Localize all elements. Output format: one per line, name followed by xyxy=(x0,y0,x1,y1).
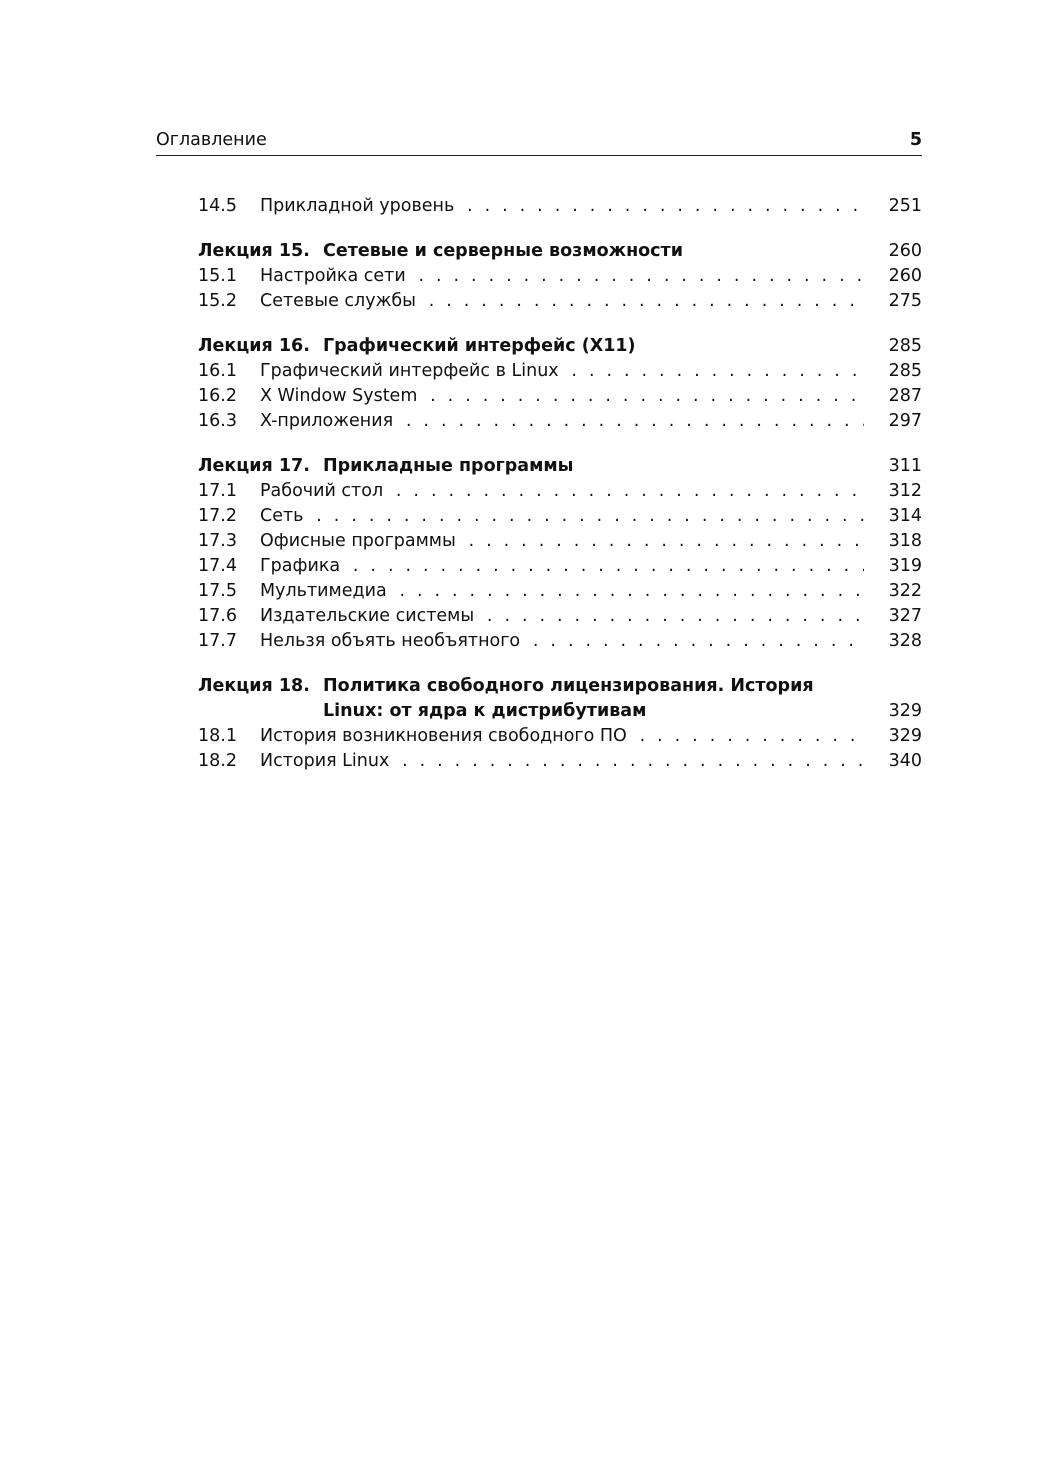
dot-leader xyxy=(260,289,864,314)
section-page: 312 xyxy=(888,481,922,501)
section-title: Сетевые службы xyxy=(260,291,420,311)
section-number: 17.2 xyxy=(198,506,237,526)
dot-leader xyxy=(260,749,864,774)
toc-section-entry[interactable] xyxy=(198,384,922,409)
lecture-label: Лекция 17. xyxy=(198,456,310,476)
section-page: 328 xyxy=(888,631,922,651)
lecture-page: 260 xyxy=(888,241,922,261)
section-title: Настройка сети xyxy=(260,266,410,286)
toc-section-entry[interactable] xyxy=(198,529,922,554)
lecture-page: 311 xyxy=(888,456,922,476)
section-title: Графика xyxy=(260,556,344,576)
toc-lecture-heading[interactable] xyxy=(198,454,922,479)
toc-section-entry[interactable] xyxy=(198,749,922,774)
toc-section-entry[interactable] xyxy=(198,264,922,289)
dot-leader xyxy=(260,504,864,529)
table-of-contents xyxy=(198,194,922,774)
section-title: Графический интерфейс в Linux xyxy=(260,361,563,381)
section-page: 275 xyxy=(888,291,922,311)
section-title: Издательские системы xyxy=(260,606,478,626)
section-number: 17.1 xyxy=(198,481,237,501)
dot-leader xyxy=(260,384,864,409)
dot-leader xyxy=(260,264,864,289)
toc-section-entry[interactable] xyxy=(198,359,922,384)
dot-leader xyxy=(260,409,864,434)
section-number: 17.3 xyxy=(198,531,237,551)
lecture-page: 285 xyxy=(888,336,922,356)
lecture-label: Лекция 18. xyxy=(198,676,310,696)
dot-leader xyxy=(260,554,864,579)
section-number: 17.7 xyxy=(198,631,237,651)
section-number: 17.5 xyxy=(198,581,237,601)
lecture-label: Лекция 16. xyxy=(198,336,310,356)
section-page: 287 xyxy=(888,386,922,406)
section-page: 260 xyxy=(888,266,922,286)
section-title: X-приложения xyxy=(260,411,397,431)
toc-section-entry[interactable] xyxy=(198,629,922,654)
lecture-title: Графический интерфейс (X11) xyxy=(323,336,636,356)
section-title: История Linux xyxy=(260,751,393,771)
section-page: 319 xyxy=(888,556,922,576)
lecture-title: Сетевые и серверные возможности xyxy=(323,241,683,261)
section-page: 329 xyxy=(888,726,922,746)
section-title: Рабочий стол xyxy=(260,481,387,501)
section-number: 16.1 xyxy=(198,361,237,381)
section-page: 318 xyxy=(888,531,922,551)
toc-section-entry[interactable] xyxy=(198,479,922,504)
toc-section-entry[interactable] xyxy=(198,554,922,579)
section-page: 314 xyxy=(888,506,922,526)
section-title: Мультимедиа xyxy=(260,581,391,601)
section-page: 297 xyxy=(888,411,922,431)
toc-section-entry[interactable] xyxy=(198,504,922,529)
dot-leader xyxy=(260,359,864,384)
header-page-number: 5 xyxy=(909,130,922,150)
section-number: 18.1 xyxy=(198,726,237,746)
toc-lecture-heading[interactable] xyxy=(198,674,922,724)
section-page: 251 xyxy=(888,196,922,216)
lecture-title: Прикладные программы xyxy=(323,456,574,476)
section-title: Офисные программы xyxy=(260,531,460,551)
section-number: 16.3 xyxy=(198,411,237,431)
section-number: 17.6 xyxy=(198,606,237,626)
section-number: 14.5 xyxy=(198,196,237,216)
dot-leader xyxy=(260,479,864,504)
section-number: 16.2 xyxy=(198,386,237,406)
toc-section-entry[interactable] xyxy=(198,724,922,749)
section-title: История возникновения свободного ПО xyxy=(260,726,631,746)
dot-leader xyxy=(260,579,864,604)
running-header xyxy=(156,128,922,156)
toc-section-entry[interactable] xyxy=(198,579,922,604)
toc-lecture-heading[interactable] xyxy=(198,334,922,359)
dot-leader xyxy=(260,529,864,554)
section-page: 322 xyxy=(888,581,922,601)
toc-section-entry[interactable] xyxy=(198,604,922,629)
section-number: 18.2 xyxy=(198,751,237,771)
toc-section-entry[interactable] xyxy=(198,289,922,314)
lecture-label: Лекция 15. xyxy=(198,241,310,261)
section-title: Нельзя объять необъятного xyxy=(260,631,524,651)
section-title: Прикладной уровень xyxy=(260,196,458,216)
section-number: 15.1 xyxy=(198,266,237,286)
header-title: Оглавление xyxy=(156,130,267,150)
lecture-title: Политика свободного лицензирования. История Linux: от ядра к дистрибутивам xyxy=(323,676,814,721)
section-page: 340 xyxy=(888,751,922,771)
section-title: X Window System xyxy=(260,386,421,406)
section-title: Сеть xyxy=(260,506,308,526)
section-number: 15.2 xyxy=(198,291,237,311)
dot-leader xyxy=(260,604,864,629)
dot-leader xyxy=(260,629,864,654)
dot-leader xyxy=(260,194,864,219)
section-page: 285 xyxy=(888,361,922,381)
section-number: 17.4 xyxy=(198,556,237,576)
toc-section-entry[interactable] xyxy=(198,194,922,219)
lecture-page: 329 xyxy=(888,701,922,721)
section-page: 327 xyxy=(888,606,922,626)
dot-leader xyxy=(260,724,864,749)
toc-section-entry[interactable] xyxy=(198,409,922,434)
toc-lecture-heading[interactable] xyxy=(198,239,922,264)
